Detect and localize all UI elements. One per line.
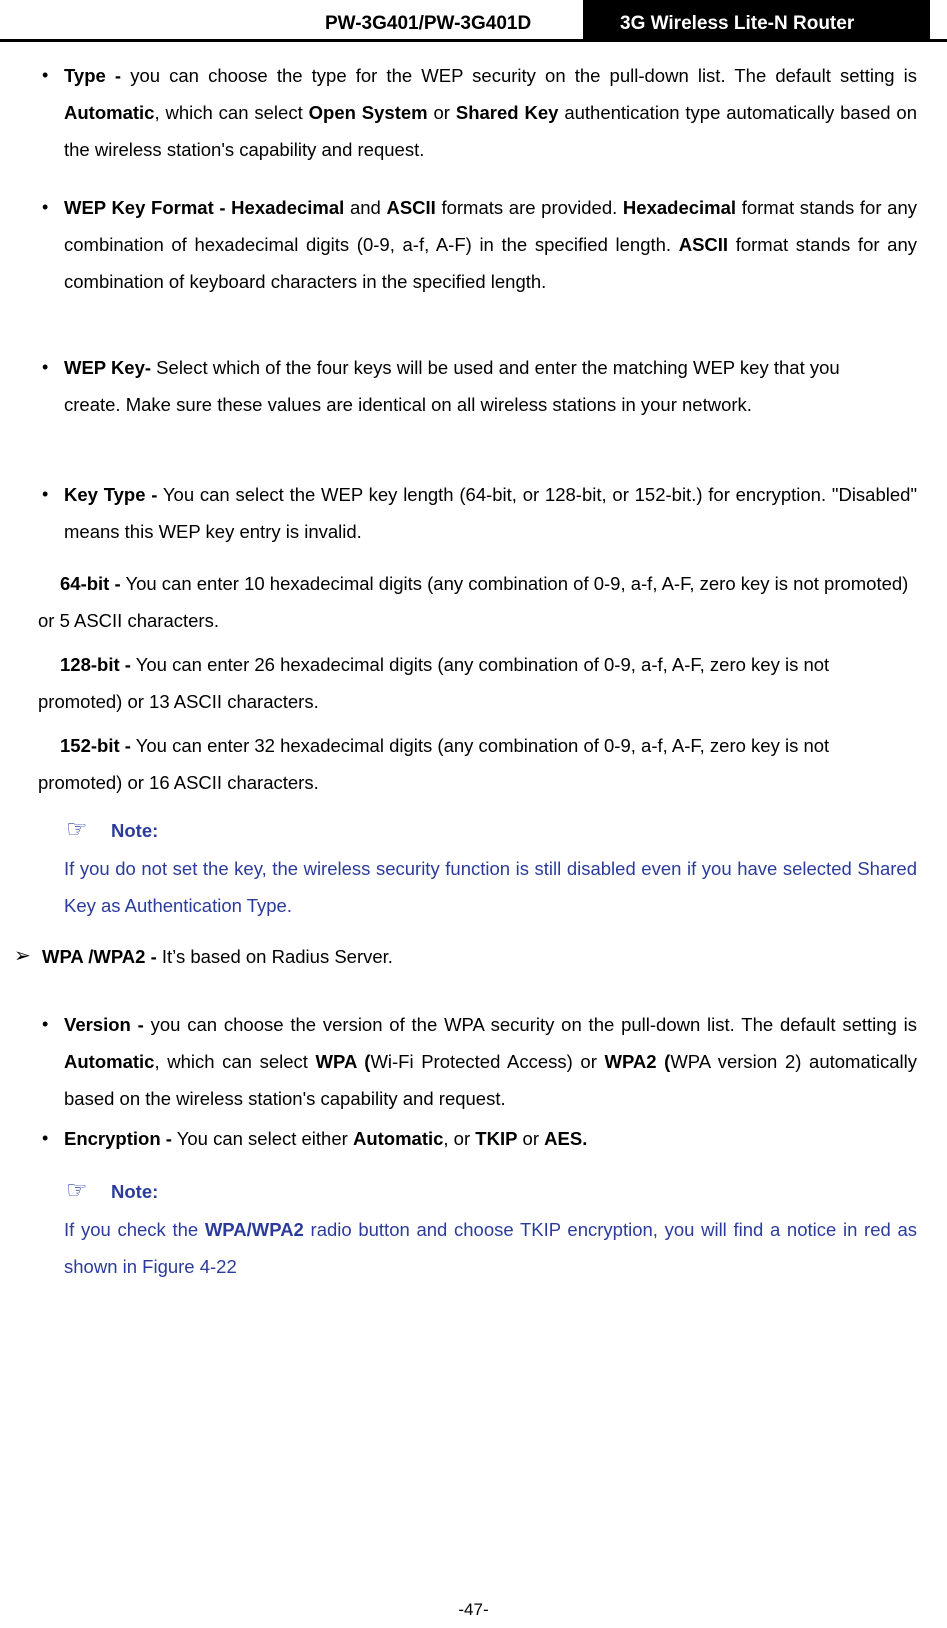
- bullet-icon: •: [42, 1128, 49, 1148]
- wpa-term: WPA /WPA2 -: [42, 946, 157, 967]
- text: You can enter 32 hexadecimal digits (any combination of 0-9, a-f, A-F, zero key is not promoted) or 16 ASCII characters.: [38, 735, 830, 793]
- text: , which can select: [154, 1051, 316, 1072]
- text: authentication type automatically based on the wireless station's capability and request.: [64, 102, 917, 160]
- version-paragraph: [64, 1006, 917, 1117]
- page-number: -47-: [458, 1600, 489, 1619]
- text: If you check the: [64, 1219, 205, 1240]
- text: or: [427, 102, 456, 123]
- header-rule: [0, 39, 947, 42]
- bit64-term: 64-bit -: [60, 573, 121, 594]
- text: TKIP: [475, 1128, 518, 1149]
- note2-text: [64, 1211, 917, 1285]
- bit152-term: 152-bit -: [60, 735, 131, 756]
- header-title: 3G Wireless Lite-N Router: [620, 13, 855, 34]
- text: and: [344, 197, 387, 218]
- text: radio button and choose TKIP encryption, you will find a notice in red as shown in Figure 4-22: [64, 1219, 917, 1277]
- encryption-term: Encryption -: [64, 1128, 172, 1149]
- text: ASCII: [678, 234, 729, 255]
- note1-text: If you do not set the key, the wireless security function is still disabled even if you have selected Shared Key as Authentication Type.: [64, 858, 917, 916]
- wep-key-format-term: WEP Key Format - Hexadecimal: [64, 197, 345, 218]
- text: formats are provided.: [435, 197, 623, 218]
- text: ASCII: [386, 197, 436, 218]
- bullet-icon: •: [42, 197, 49, 217]
- key-type-paragraph: [64, 476, 917, 550]
- wpa-paragraph: [42, 938, 917, 975]
- text: You can select either: [171, 1128, 353, 1149]
- encryption-paragraph: [64, 1120, 917, 1157]
- note-label: Note:: [111, 1181, 159, 1202]
- wep-key-paragraph: [64, 349, 879, 423]
- text: Automatic: [352, 1128, 444, 1149]
- text: Shared Key: [455, 102, 559, 123]
- bit128-paragraph: [38, 646, 917, 720]
- version-term: Version -: [64, 1014, 144, 1035]
- bit128-term: 128-bit -: [60, 654, 131, 675]
- note-label: Note:: [111, 820, 159, 841]
- text: Automatic: [64, 102, 155, 123]
- text: you can choose the version of the WPA security on the pull-down list. The default setting is: [143, 1014, 917, 1035]
- type-paragraph: [64, 57, 917, 168]
- wep-key-term: WEP Key-: [64, 357, 152, 378]
- text: format stands for any combination of hexadecimal digits (0-9, a-f, A-F) in the specified length.: [64, 197, 917, 255]
- text: Open System: [308, 102, 428, 123]
- wep-key-format-paragraph: [64, 189, 917, 300]
- text: AES.: [544, 1128, 588, 1149]
- text: Select which of the four keys will be used and enter the matching WEP key that you create. Make sure these values are identical on all wireless stations in your network.: [64, 357, 840, 415]
- bit152-paragraph: [38, 727, 917, 801]
- bit64-paragraph: [38, 565, 917, 639]
- pointing-hand-icon: ☞: [66, 816, 88, 843]
- text: WPA/WPA2: [204, 1219, 304, 1240]
- pointing-hand-icon: ☞: [66, 1177, 88, 1204]
- arrow-bullet-icon: ➢: [14, 945, 31, 967]
- text: , which can select: [154, 102, 309, 123]
- bullet-icon: •: [42, 484, 49, 504]
- type-term: Type -: [64, 65, 122, 86]
- text: You can enter 26 hexadecimal digits (any combination of 0-9, a-f, A-F, zero key is not promoted) or 13 ASCII characters.: [38, 654, 830, 712]
- text: , or: [443, 1128, 476, 1149]
- text: format stands for any combination of keyboard characters in the specified length.: [64, 234, 917, 292]
- header-model: PW-3G401/PW-3G401D: [325, 13, 532, 34]
- text: WPA version 2) automatically based on the wireless station's capability and request.: [64, 1051, 918, 1109]
- text: you can choose the type for the WEP security on the pull-down list. The default setting is: [121, 65, 917, 86]
- text: You can select the WEP key length (64-bit, or 128-bit, or 152-bit.) for encryption. "Disabled" means this WEP key entry is invalid.: [64, 484, 918, 542]
- bullet-icon: •: [42, 65, 49, 85]
- text: You can enter 10 hexadecimal digits (any combination of 0-9, a-f, A-F, zero key is not promoted) or 5 ASCII characters.: [38, 573, 909, 631]
- text: or: [517, 1128, 545, 1149]
- text: WPA2 (: [604, 1051, 671, 1072]
- text: It’s based on Radius Server.: [156, 946, 393, 967]
- bullet-icon: •: [42, 1014, 49, 1034]
- bullet-icon: •: [42, 357, 49, 377]
- text: WPA (: [315, 1051, 371, 1072]
- page-header: [0, 0, 947, 42]
- text: Automatic: [64, 1051, 155, 1072]
- key-type-term: Key Type -: [64, 484, 158, 505]
- text: Wi-Fi Protected Access) or: [370, 1051, 605, 1072]
- text: Hexadecimal: [622, 197, 737, 218]
